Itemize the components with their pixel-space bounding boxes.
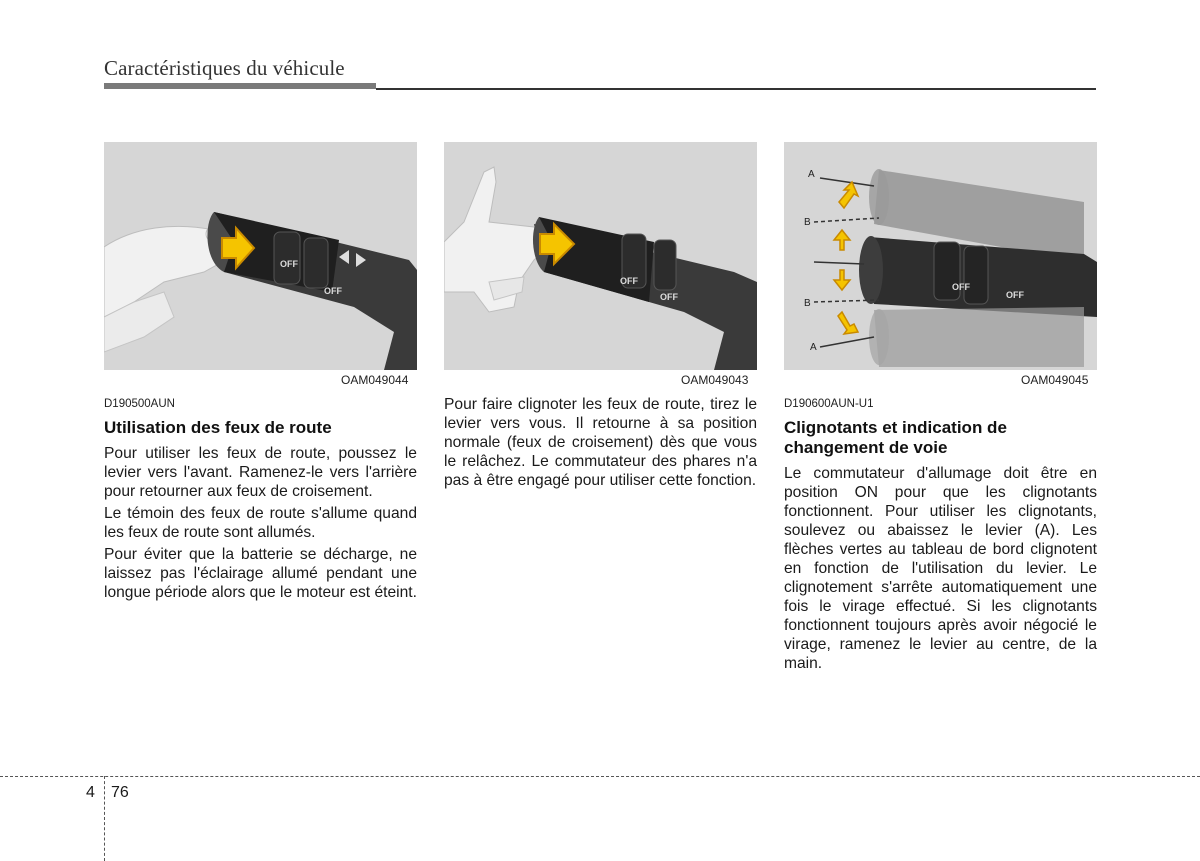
paragraph: Pour utiliser les feux de route, poussez le levier vers l'avant. Ramenez-le vers l'arrière pour retourner aux feux de croisement. [104,445,417,500]
figure-code: OAM049045 [1021,373,1089,387]
figure-high-beam-push [104,142,417,370]
lever-off-mark: OFF [620,276,638,286]
figure-code: OAM049043 [681,373,749,387]
header-rule [376,88,1096,90]
figure-code: OAM049044 [341,373,409,387]
footer-divider [104,776,105,861]
section-flash-to-pass [444,395,757,493]
paragraph: Le commutateur d'allumage doit être en position ON pour que les clignotants fonctionnent. Pour utiliser les clignotants, soulevez ou abaissez le levier (A). Les flèches vertes au tableau de bord clignotent en fonction de l'utilisation du levier. Le clignotement s'arrête automatiquement une fois le virage effectué. Si les clignotants fonctionnent toujours après avoir négocié le virage, ramenez le levier au centre, de la main. [784,465,1097,672]
lever-off-mark: OFF [324,286,342,296]
section-high-beam [104,395,417,605]
section-code: D190600AUN-U1 [784,398,874,410]
paragraph: Pour faire clignoter les feux de route, tirez le levier vers vous. Il retourne à sa position normale (feux de croisement) dès que vous le relâchez. Le commutateur des phares n'a pas à être engagé pour utiliser cette fonction. [444,396,757,489]
label-b-top: B [804,217,811,228]
lever-off-mark: OFF [1006,290,1024,300]
lever-off-mark: OFF [952,282,970,292]
header-rule-accent [104,83,376,89]
chapter-number: 4 [86,784,95,801]
lever-off-mark: OFF [280,259,298,269]
section-title: Clignotants et indication de changement de voie [784,418,1007,457]
section-turn-signals [784,395,1097,676]
label-a-bottom: A [810,342,817,353]
label-a-top: A [808,169,815,180]
chapter-title: Caractéristiques du véhicule [104,56,345,80]
footer-rule [0,776,1200,777]
page-number: 76 [111,784,129,801]
lever-off-mark: OFF [660,292,678,302]
paragraph: Pour éviter que la batterie se décharge, ne laissez pas l'éclairage allumé pendant une longue période alors que le moteur est éteint. [104,546,417,601]
section-code: D190500AUN [104,398,175,410]
label-b-bottom: B [804,298,811,309]
figure-turn-signals [784,142,1097,370]
paragraph: Le témoin des feux de route s'allume quand les feux de route sont allumés. [104,505,417,541]
section-title: Utilisation des feux de route [104,418,332,437]
figure-high-beam-flash [444,142,757,370]
